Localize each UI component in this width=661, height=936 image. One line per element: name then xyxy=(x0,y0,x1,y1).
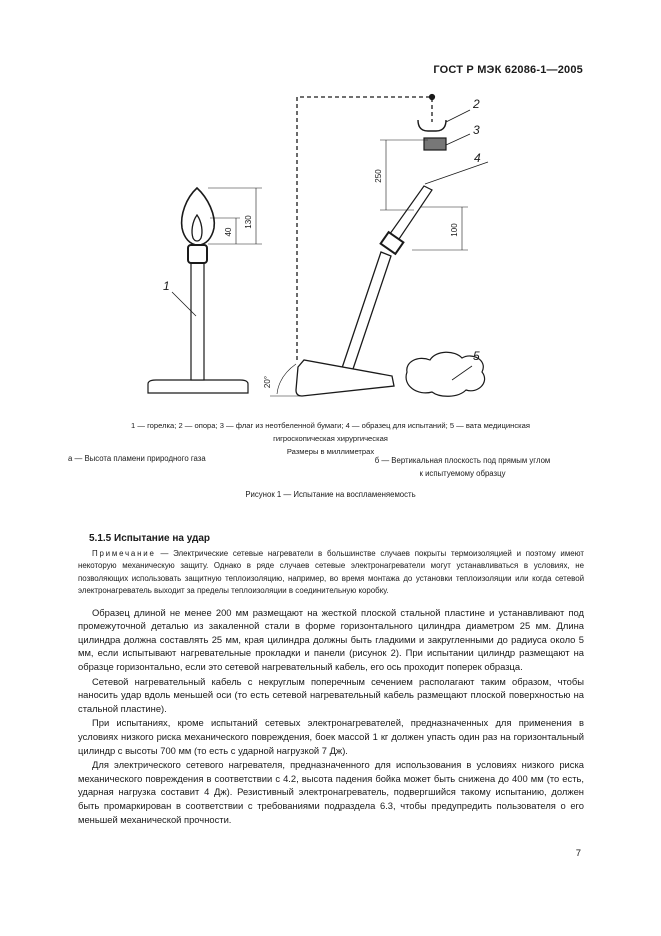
paragraph-4: Для электрического сетевого нагревателя, предназначенного для использования в условиях низкого риска механического повреждения в соответствии с 4.2, высота падения бойка может быть снижена до 400 мм (то есть, ударная нагрузка составит 4 Дж). Резистивный электронагреватель, подвергшийся такому испытанию, должен быть промаркирован в соответствии с требованиями подраздела 6.3, чтобы предупредить пользователя о его меньшей механической прочности. xyxy=(78,759,584,825)
legend-line-1: 1 — горелка; 2 — опора; 3 — флаг из неотбеленной бумаги; 4 — образец для испытаний; 5 — вата медицинская xyxy=(131,421,530,430)
label-4: 4 xyxy=(474,151,481,165)
flame-inner-icon xyxy=(192,215,202,241)
specimen-rod xyxy=(342,252,391,372)
paragraph-3: При испытаниях, кроме испытаний сетевых электронагревателей, предназначенных для применения в условиях низкого риска механического повреждения, боек массой 1 кг должен упасть один раз на горизонтальный цилиндр с высоты 700 мм (то есть с ударной нагрузкой 7 Дж). xyxy=(78,717,584,756)
figure-title: Рисунок 1 — Испытание на воспламеняемость xyxy=(245,490,416,499)
label-2: 2 xyxy=(473,97,480,111)
note-label: Примечание xyxy=(92,549,156,558)
burner-base xyxy=(148,380,248,393)
figure-legend xyxy=(78,419,583,458)
dim-angle: 20° xyxy=(263,375,272,389)
burner-head xyxy=(188,245,207,263)
label-3: 3 xyxy=(473,123,480,137)
burner-tube xyxy=(191,262,204,380)
label-5: 5 xyxy=(473,349,480,363)
label-1: 1 xyxy=(163,279,170,293)
specimen-upper xyxy=(387,186,432,242)
units-note: Размеры в миллиметрах xyxy=(286,447,375,456)
caption-b xyxy=(360,454,565,480)
note-paragraph xyxy=(78,548,584,598)
dim-130: 130 xyxy=(244,215,253,229)
caption-b-line-2: к испытуемому образцу xyxy=(419,469,506,478)
figure-1-drawing xyxy=(0,0,661,415)
dim-250: 250 xyxy=(374,169,383,183)
legend-line-2: гигроскопическая хирургическая xyxy=(273,434,388,443)
page-number: 7 xyxy=(575,848,581,859)
caption-a: а — Высота пламени природного газа xyxy=(68,454,206,463)
caption-b-line-1: б — Вертикальная плоскость под прямым углом xyxy=(374,456,551,465)
body-text xyxy=(78,548,584,827)
paragraph-1: Образец длиной не менее 200 мм размещают на жесткой плоской стальной пластине и устанавливают под промежуточной деталью из закаленной стали в форме горизонтального цилиндра диаметром 25 мм. Длина цилиндра должна составлять 25 мм, края цилиндра должны быть гладкими и закругленными до радиуса около 5 мм, если испытывают нагревательные прокладки и панели (рисунок 2). При испытании цилиндр размещают на образце горизонтально, если это сетевой нагревательный кабель, его ось проходит поперек образца. xyxy=(78,606,584,672)
document-header: ГОСТ Р МЭК 62086-1—2005 xyxy=(433,64,583,76)
paragraph-2: Сетевой нагревательный кабель с некруглым поперечным сечением располагают таким образом, чтобы наносить удар вдоль меньшей оси (то есть сетевой нагревательный кабель размещают плоской поверхностью на стальной пластине). xyxy=(78,675,584,714)
dim-40: 40 xyxy=(224,227,233,237)
section-heading: 5.1.5 Испытание на удар xyxy=(89,533,211,544)
note-text: — Электрические сетевые нагреватели в большинстве случаев покрыты термоизоляцией и поэтому имеют некоторую механическую защиту. Однако в ряде случаев сетевые электронагреватели могут устанавливаться в условиях, не позволяющих использовать защитную теплоизоляцию, например, во время монтажа до установки теплоизоляции или когда сетевой электронагреватель выходит за пределы теплоизоляции в соединительную коробку. xyxy=(78,549,584,596)
angle-arc xyxy=(277,364,296,394)
dim-100: 100 xyxy=(450,223,459,237)
